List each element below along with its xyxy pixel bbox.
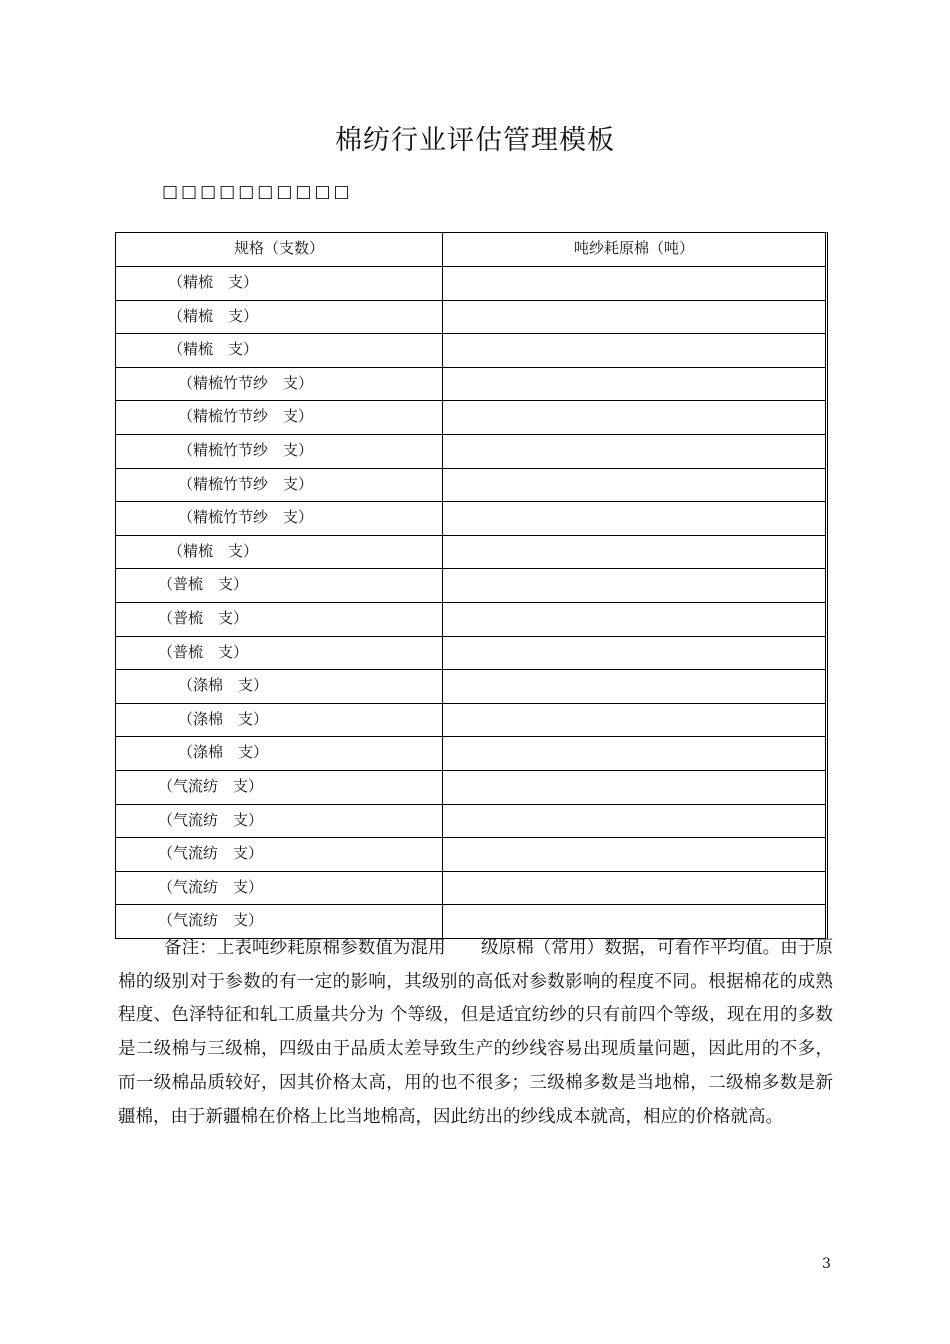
table-row — [116, 434, 825, 468]
consumption-cell[interactable] — [443, 670, 825, 703]
spec-cell: （精梳竹节纱 支） — [116, 435, 443, 468]
consumption-cell[interactable] — [443, 771, 825, 804]
table-row — [116, 367, 825, 401]
table-row — [116, 602, 825, 636]
spec-cell: （气流纺 支） — [116, 771, 443, 804]
table-row — [116, 568, 825, 602]
spec-cell: （涤棉 支） — [116, 670, 443, 703]
consumption-cell[interactable] — [443, 334, 825, 367]
spec-cell: （涤棉 支） — [116, 704, 443, 737]
spec-cell: （精梳竹节纱 支） — [116, 368, 443, 401]
consumption-cell[interactable] — [443, 536, 825, 569]
section-subtitle: □□□□□□□□□□ — [162, 182, 353, 202]
spec-cell: （普梳 支） — [116, 603, 443, 636]
table-row — [116, 468, 825, 502]
table-row — [116, 669, 825, 703]
consumption-cell[interactable] — [443, 267, 825, 300]
document-title: 棉纺行业评估管理模板 — [335, 125, 615, 156]
spec-cell: （气流纺 支） — [116, 872, 443, 905]
consumption-cell[interactable] — [443, 469, 825, 502]
spec-cell: （精梳 支） — [116, 267, 443, 300]
consumption-cell[interactable] — [443, 401, 825, 434]
consumption-cell[interactable] — [443, 704, 825, 737]
table-row — [116, 400, 825, 434]
spec-cell: （精梳 支） — [116, 536, 443, 569]
spec-cell: （精梳竹节纱 支） — [116, 502, 443, 535]
table-row — [116, 804, 825, 838]
consumption-cell[interactable] — [443, 603, 825, 636]
consumption-cell[interactable] — [443, 805, 825, 838]
consumption-cell[interactable] — [443, 737, 825, 770]
header-consumption: 吨纱耗原棉（吨） — [573, 239, 694, 257]
table-row — [116, 837, 825, 871]
spec-cell: （涤棉 支） — [116, 737, 443, 770]
spec-cell: （气流纺 支） — [116, 905, 443, 938]
spec-cell: （精梳竹节纱 支） — [116, 401, 443, 434]
consumption-cell[interactable] — [443, 838, 825, 871]
table-row — [116, 736, 825, 770]
table-header-row — [116, 233, 825, 266]
spec-cell: （精梳 支） — [116, 301, 443, 334]
note-paragraph — [118, 932, 833, 1134]
cotton-consumption-table — [115, 232, 828, 939]
table-row — [116, 333, 825, 367]
table-row — [116, 770, 825, 804]
table-body — [116, 266, 825, 938]
table-row — [116, 535, 825, 569]
consumption-cell[interactable] — [443, 872, 825, 905]
page-number: 3 — [822, 1256, 831, 1272]
spec-cell: （精梳 支） — [116, 334, 443, 367]
consumption-cell[interactable] — [443, 435, 825, 468]
spec-cell: （气流纺 支） — [116, 805, 443, 838]
table-row — [116, 703, 825, 737]
table-row — [116, 636, 825, 670]
consumption-cell[interactable] — [443, 569, 825, 602]
consumption-cell[interactable] — [443, 368, 825, 401]
header-spec: 规格（支数） — [116, 233, 443, 266]
table-row — [116, 266, 825, 300]
spec-cell: （普梳 支） — [116, 637, 443, 670]
note-text: 备注：上表吨纱耗原棉参数值为混用 级原棉（常用）数据，可看作平均值。由于原棉的级别对于参数的有一定的影响，其级别的高低对参数影响的程度不同。根据棉花的成熟程度、色泽特征和轧工质量共分为 个等级，但是适宜纺纱的只有前四个等级，现在用的多数是二级棉与三级棉，四级由于品质太差导致生产的纱线容易出现质量问题，因此用的不多，而一级棉品质较好，因其价格太高，用的也不很多；三级棉多数是当地棉，二级棉多数是新疆棉，由于新疆棉在价格上比当地棉高，因此纺出的纱线成本就高，相应的价格就高。 — [118, 938, 833, 1127]
spec-cell: （气流纺 支） — [116, 838, 443, 871]
consumption-cell[interactable] — [443, 502, 825, 535]
spec-cell: （精梳竹节纱 支） — [116, 469, 443, 502]
spec-cell: （普梳 支） — [116, 569, 443, 602]
consumption-cell[interactable] — [443, 637, 825, 670]
consumption-cell[interactable] — [443, 301, 825, 334]
table-row — [116, 871, 825, 905]
table-row — [116, 300, 825, 334]
table-row — [116, 501, 825, 535]
